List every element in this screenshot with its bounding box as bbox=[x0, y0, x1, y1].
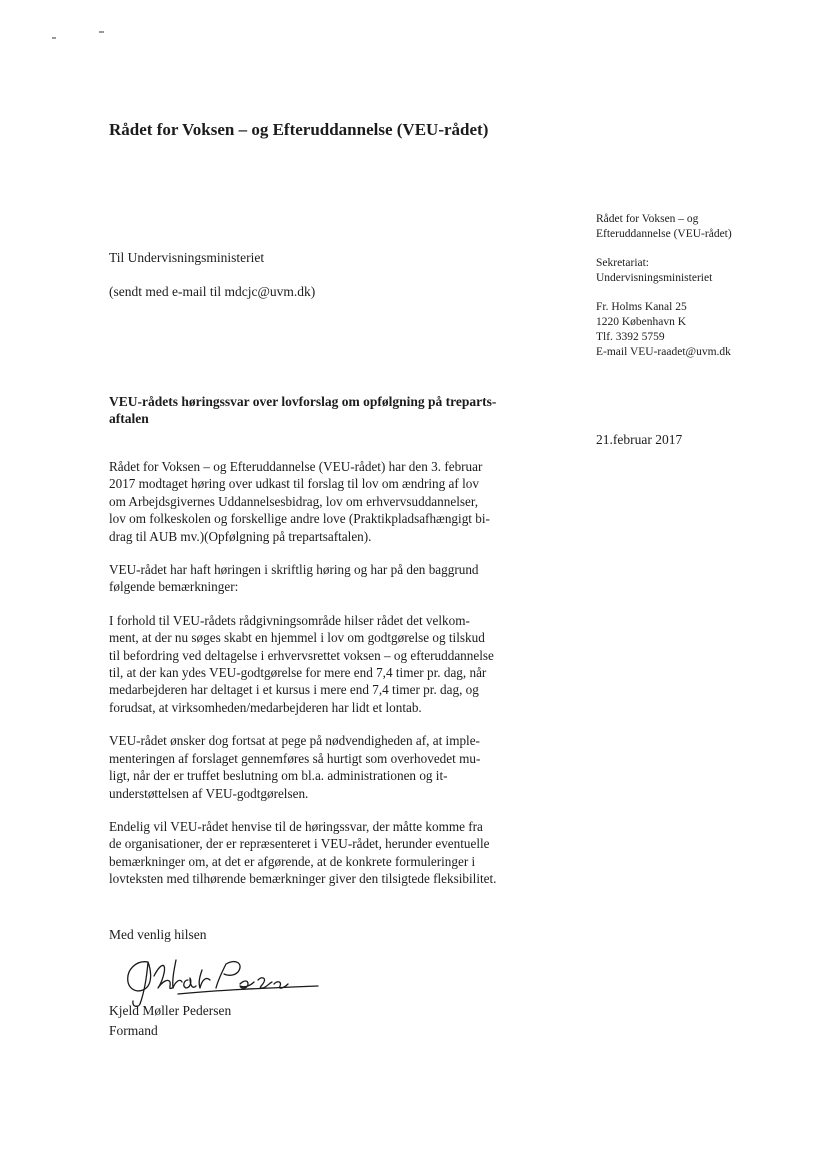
subject-line: aftalen bbox=[109, 411, 149, 426]
body-paragraph bbox=[109, 561, 544, 596]
letter-date: 21.februar 2017 bbox=[596, 432, 683, 447]
address-line: 1220 København K bbox=[596, 316, 687, 328]
secretariat-name: Undervisningsministeriet bbox=[596, 272, 713, 284]
scan-speck bbox=[99, 31, 104, 33]
secretariat-label: Sekretariat: bbox=[596, 257, 650, 269]
body-line: følgende bemærkninger: bbox=[109, 579, 239, 595]
letter-body bbox=[109, 458, 544, 904]
sent-via-email: (sendt med e-mail til mdcjc@uvm.dk) bbox=[109, 284, 316, 299]
recipient: Til Undervisningsministeriet bbox=[109, 250, 265, 265]
body-line: drag til AUB mv.)(Opfølgning på trepartsaftalen). bbox=[109, 528, 372, 544]
body-paragraph bbox=[109, 818, 544, 888]
body-line: til befordring ved deltagelse i erhvervsrettet voksen – og efteruddannelse bbox=[109, 647, 494, 663]
letter-title: Rådet for Voksen – og Efteruddannelse (VEU-rådet) bbox=[109, 120, 489, 139]
scan-speck bbox=[52, 37, 56, 39]
body-paragraph bbox=[109, 458, 544, 545]
address-line: Fr. Holms Kanal 25 bbox=[596, 301, 687, 313]
body-paragraph bbox=[109, 732, 544, 802]
body-line: I forhold til VEU-rådets rådgivningsområde hilser rådet det velkom- bbox=[109, 612, 470, 628]
body-line: de organisationer, der er repræsenteret i VEU-rådet, herunder eventuelle bbox=[109, 836, 490, 852]
signer-name: Kjeld Møller Pedersen bbox=[109, 1003, 232, 1018]
body-line: om Arbejdsgivernes Uddannelsesbidrag, lov om erhvervsuddannelser, bbox=[109, 493, 478, 509]
subject-line: VEU-rådets høringssvar over lovforslag om opfølgning på treparts- bbox=[109, 394, 497, 409]
phone-number: Tlf. 3392 5759 bbox=[596, 331, 665, 343]
sender-block bbox=[596, 212, 816, 360]
body-line: VEU-rådet ønsker dog fortsat at pege på nødvendigheden af, at imple- bbox=[109, 733, 480, 749]
body-line: til, at der kan ydes VEU-godtgørelse for mere end 7,4 timer pr. dag, når bbox=[109, 665, 487, 681]
body-line: forudsat, at virksomheden/medarbejderen har lidt et lontab. bbox=[109, 699, 422, 715]
closing-greeting: Med venlig hilsen bbox=[109, 927, 207, 942]
sender-org-line: Rådet for Voksen – og bbox=[596, 213, 699, 225]
body-line: 2017 modtaget høring over udkast til forslag til lov om ændring af lov bbox=[109, 476, 479, 492]
body-line: ment, at der nu søges skabt en hjemmel i lov om godtgørelse og tilskud bbox=[109, 630, 485, 646]
sender-org-line: Efteruddannelse (VEU-rådet) bbox=[596, 228, 732, 240]
email-address: E-mail VEU-raadet@uvm.dk bbox=[596, 346, 731, 358]
body-line: lovteksten med tilhørende bemærkninger giver den tilsigtede fleksibilitet. bbox=[109, 871, 497, 887]
body-line: understøttelsen af VEU-godtgørelsen. bbox=[109, 785, 309, 801]
body-line: bemærkninger om, at det er afgørende, at de konkrete formuleringer i bbox=[109, 853, 476, 869]
body-line: menteringen af forslaget gennemføres så hurtigt som overhovedet mu- bbox=[109, 750, 481, 766]
body-line: ligt, når der er truffet beslutning om bl.a. administrationen og it- bbox=[109, 768, 448, 784]
body-paragraph bbox=[109, 612, 544, 716]
handwritten-signature bbox=[118, 950, 323, 1008]
body-line: medarbejderen har deltaget i et kursus i mere end 7,4 timer pr. dag, og bbox=[109, 682, 479, 698]
signer-role: Formand bbox=[109, 1023, 158, 1038]
subject-heading bbox=[109, 393, 549, 427]
body-line: VEU-rådet har haft høringen i skriftlig høring og har på den baggrund bbox=[109, 562, 479, 578]
body-line: Endelig vil VEU-rådet henvise til de høringssvar, der måtte komme fra bbox=[109, 818, 483, 834]
body-line: Rådet for Voksen – og Efteruddannelse (VEU-rådet) har den 3. februar bbox=[109, 459, 483, 474]
body-line: lov om folkeskolen og forskellige andre love (Praktikpladsafhængigt bi- bbox=[109, 511, 490, 527]
